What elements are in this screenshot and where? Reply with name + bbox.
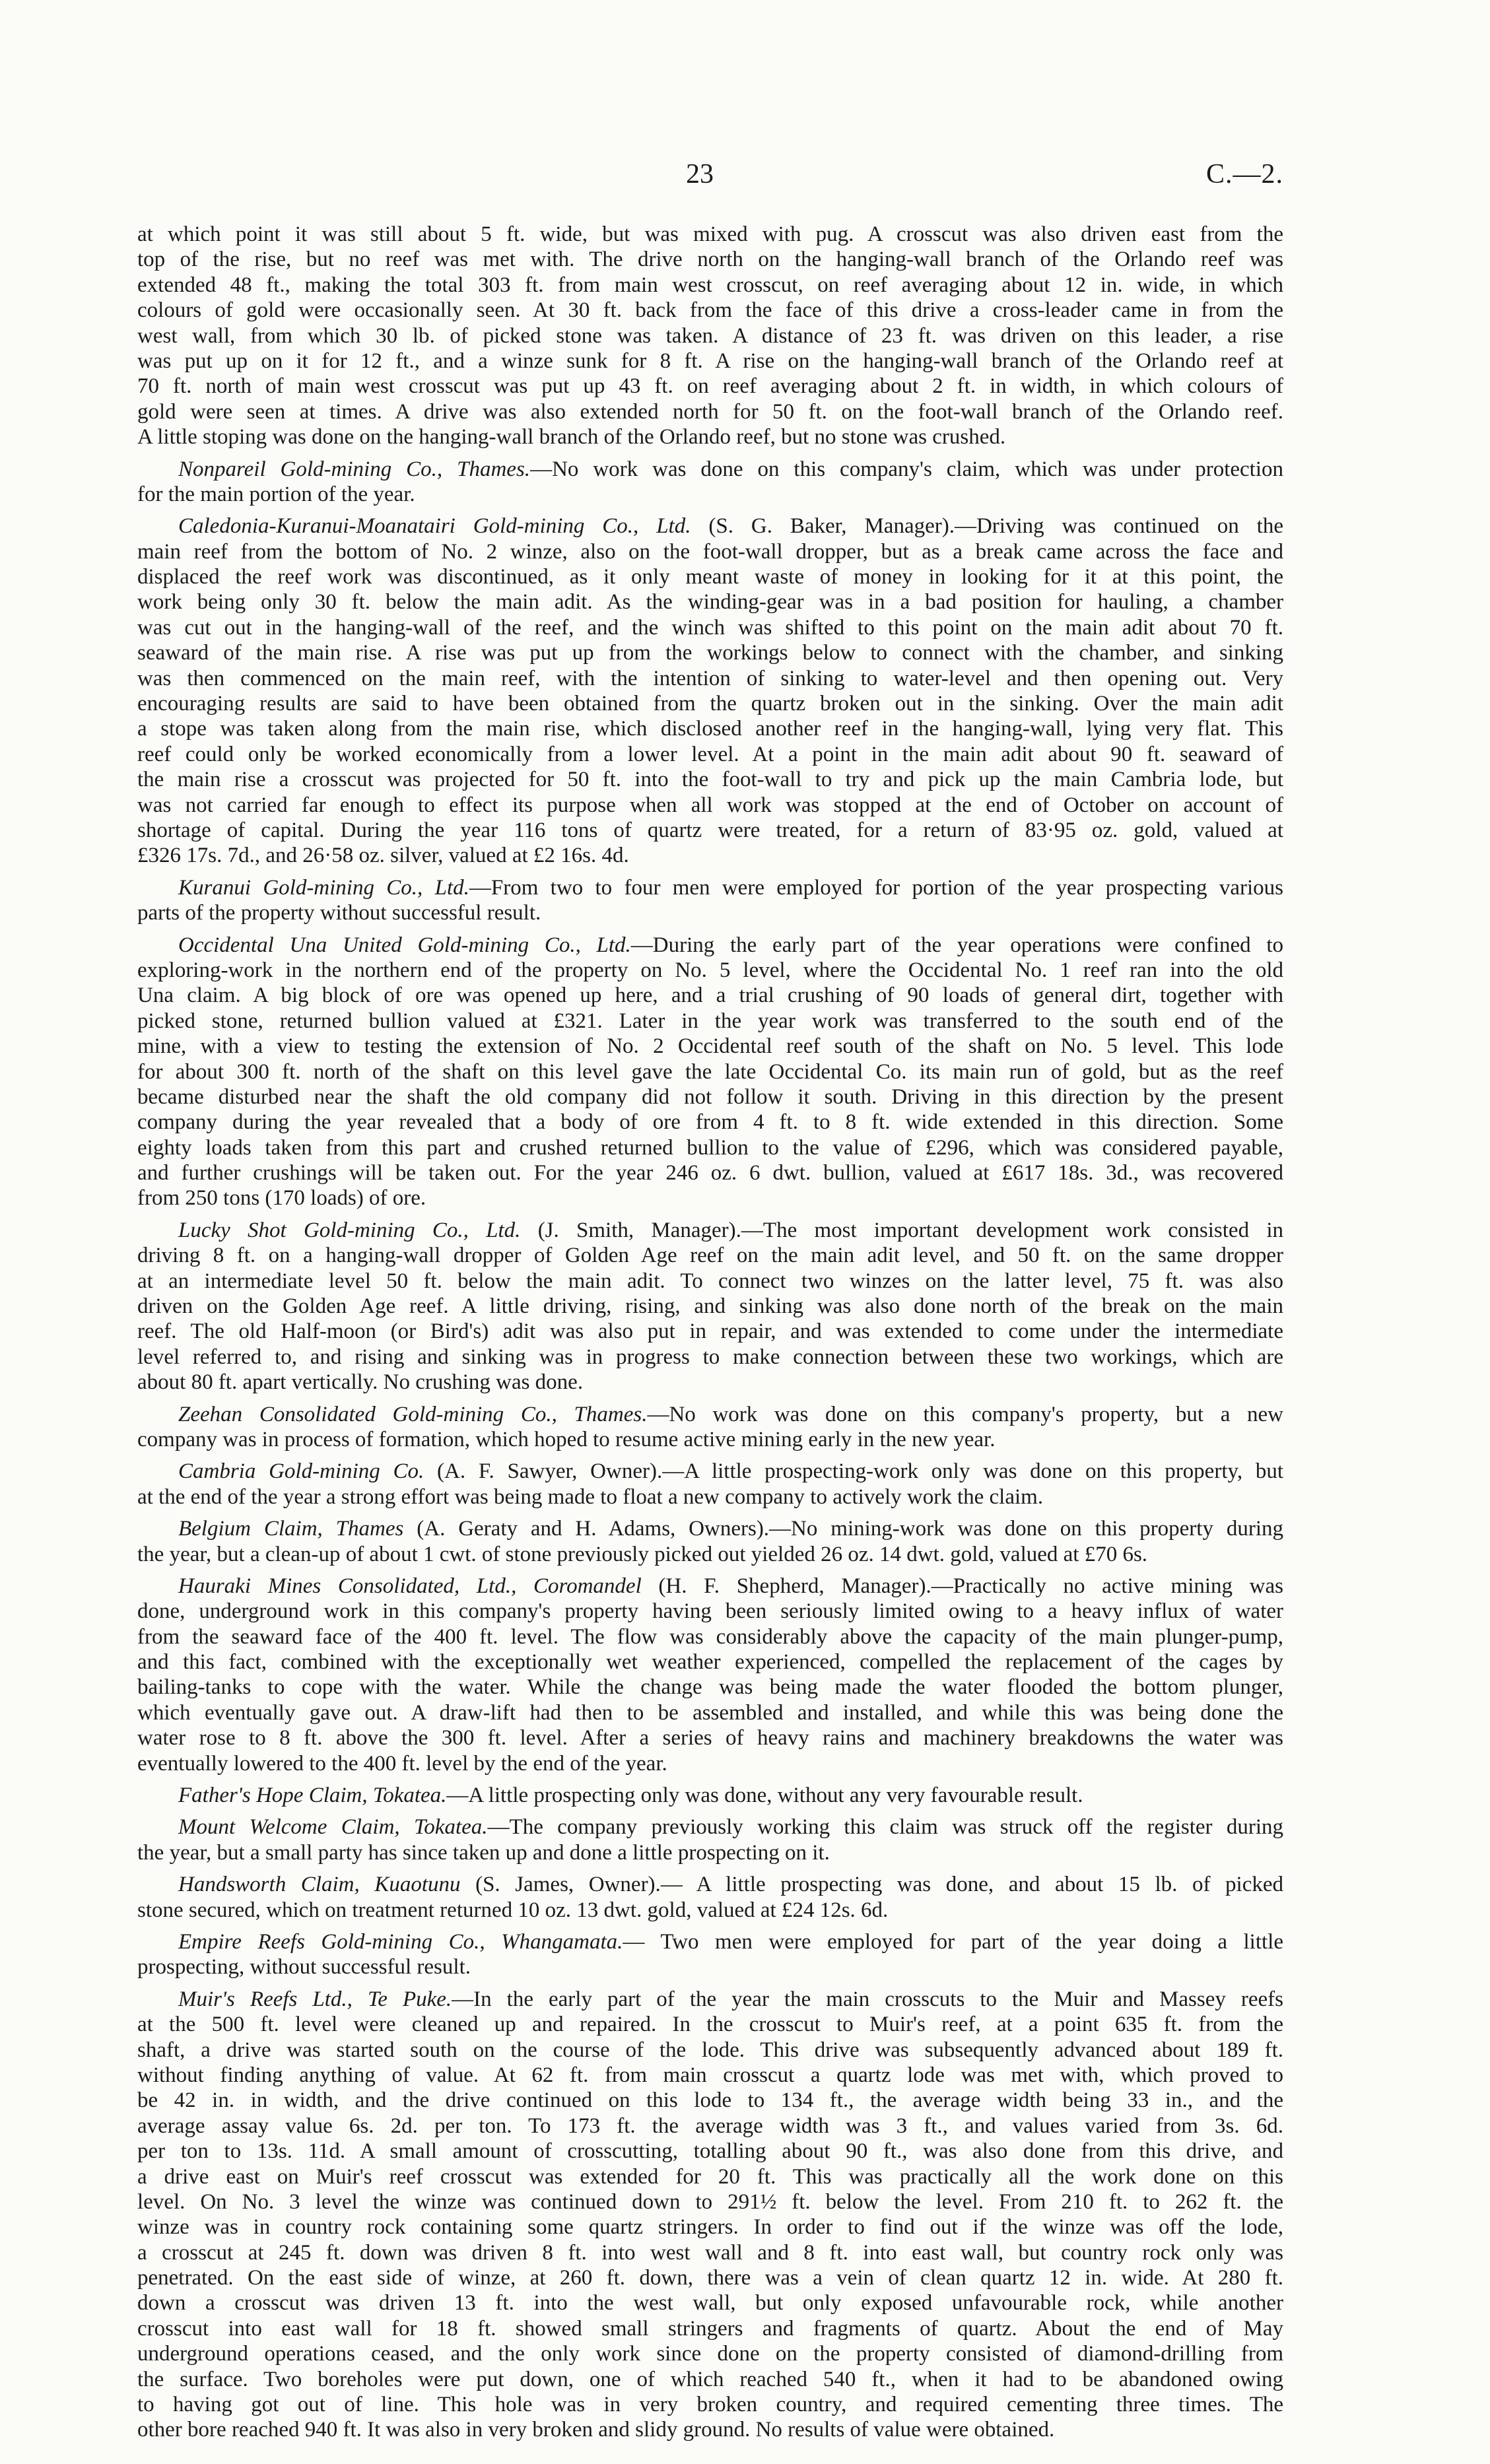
company-name: Hauraki Mines Consolidated, Ltd., Coromandel <box>178 1574 642 1598</box>
company-name: Kuranui Gold-mining Co., Ltd. <box>178 875 469 900</box>
page-body <box>137 222 1283 2443</box>
text-line: level referred to, and rising and sinking was in progress to make connection between these two workings, which are <box>137 1345 1283 1369</box>
text-line: was put up on it for 12 ft., and a winze sunk for 8 ft. A rise on the hanging-wall branch of the Orlando reef at <box>137 349 1283 373</box>
text-line: without finding anything of value. At 62 ft. from main crosscut a quartz lode was met with, which proved to <box>137 2063 1283 2087</box>
paragraph-orlando-continued <box>137 222 1283 450</box>
text-line: bailing-tanks to cope with the water. While the change was being made the water flooded the bottom plunger, <box>137 1675 1283 1700</box>
text-line: reef. The old Half-moon (or Bird's) adit was also put in repair, and was extended to come under the intermediate <box>137 1319 1283 1344</box>
page-number: 23 <box>686 159 714 189</box>
company-name: Lucky Shot Gold-mining Co., Ltd. <box>178 1218 521 1242</box>
text-line: level. On No. 3 level the winze was continued down to 291½ ft. below the level. From 210 ft. to 262 ft. the <box>137 2189 1283 2214</box>
text-line: which eventually gave out. A draw-lift had then to be assembled and installed, and while this was being done the <box>137 1700 1283 1725</box>
paragraph-first-line <box>137 514 1283 539</box>
text-line: down a crosscut was driven 13 ft. into the west wall, but only exposed unfavourable rock, while another <box>137 2291 1283 2315</box>
paragraph-lead: (A. Geraty and H. Adams, Owners).—No mining-work was done on this property during <box>403 1517 1283 1541</box>
paragraph-mount-welcome <box>137 1815 1283 1865</box>
text-line: at the 500 ft. level were cleaned up and repaired. In the crosscut to Muir's reef, at a point 635 ft. from the <box>137 2013 1283 2037</box>
text-line: reef could only be worked economically from a lower level. At a point in the main adit about 90 ft. seaward of <box>137 742 1283 766</box>
text-line: company was in process of formation, which hoped to resume active mining early in the new year. <box>137 1427 996 1451</box>
paragraph-first-line <box>137 1987 1283 2012</box>
company-name: Occidental Una United Gold-mining Co., Ltd. <box>178 933 631 957</box>
paragraph-lead: (S. G. Baker, Manager).—Driving was continued on the <box>691 514 1283 539</box>
text-line: for the main portion of the year. <box>137 482 415 506</box>
paragraph-first-line <box>137 1218 1283 1243</box>
text-line: about 80 ft. apart vertically. No crushing was done. <box>137 1370 584 1395</box>
paragraph-first-line <box>137 457 1283 482</box>
company-name: Father's Hope Claim, Tokatea. <box>178 1783 447 1808</box>
paragraph-lead: —From two to four men were employed for portion of the year prospecting various <box>469 875 1283 900</box>
text-line: done, underground work in this company's property having been seriously limited owing to a heavy influx of water <box>137 1599 1283 1624</box>
text-line: and further crushings will be taken out. For the year 246 oz. 6 dwt. bullion, valued at £617 18s. 3d., was recovered <box>137 1161 1283 1185</box>
text-line: exploring-work in the northern end of the property on No. 5 level, where the Occidental No. 1 reef ran into the old <box>137 958 1283 982</box>
text-line: encouraging results are said to have been obtained from the quartz broken out in the sinking. Over the main adit <box>137 692 1283 716</box>
paragraph-lead: —During the early part of the year operations were confined to <box>630 933 1283 957</box>
paragraph-lead: —No work was done on this company's property, but a new <box>647 1402 1283 1426</box>
text-line: average assay value 6s. 2d. per ton. To 173 ft. the average width was 3 ft., and values varied from 3s. 6d. <box>137 2114 1283 2138</box>
text-line: the year, but a clean-up of about 1 cwt. of stone previously picked out yielded 26 oz. 14 dwt. gold, valued at £70 6s. <box>137 1542 1148 1566</box>
text-line: at the end of the year a strong effort was being made to float a new company to actively work the claim. <box>137 1484 1044 1509</box>
text-line: company during the year revealed that a body of ore from 4 ft. to 8 ft. wide extended in this direction. Some <box>137 1110 1283 1135</box>
text-line: and this fact, combined with the exceptionally wet weather experienced, compelled the replacement of the cages by <box>137 1650 1283 1675</box>
text-line: main reef from the bottom of No. 2 winze, also on the foot-wall dropper, but as a break came across the face and <box>137 539 1283 564</box>
text-line: colours of gold were occasionally seen. At 30 ft. back from the face of this drive a cross-leader came in from the <box>137 298 1283 323</box>
text-line: parts of the property without successful result. <box>137 901 541 925</box>
paragraph-lead: —The company previously working this claim was struck off the register during <box>487 1815 1283 1840</box>
paragraph-first-line <box>137 1783 1283 1808</box>
company-name: Mount Welcome Claim, Tokatea. <box>178 1815 488 1840</box>
text-line: eventually lowered to the 400 ft. level by the end of the year. <box>137 1751 667 1776</box>
paragraph-first-line <box>137 1574 1283 1599</box>
text-line: became disturbed near the shaft the old company did not follow it south. Driving in this direction by the present <box>137 1084 1283 1109</box>
paragraph-occidental-una <box>137 933 1283 1211</box>
text-line: crosscut into east wall for 18 ft. showed small stringers and fragments of quartz. About the end of May <box>137 2316 1283 2341</box>
company-name: Belgium Claim, Thames <box>178 1517 404 1541</box>
text-line: A little stoping was done on the hanging-wall branch of the Orlando reef, but no stone was crushed. <box>137 425 1006 450</box>
text-line: underground operations ceased, and the only work since done on the property consisted of diamond-drilling from <box>137 2342 1283 2366</box>
company-name: Cambria Gold-mining Co. <box>178 1459 424 1484</box>
text-line: water rose to 8 ft. above the 300 ft. level. After a series of heavy rains and machinery breakdowns the water was <box>137 1726 1283 1750</box>
company-name: Empire Reefs Gold-mining Co., Whangamata. <box>178 1930 623 1954</box>
text-line: extended 48 ft., making the total 303 ft. from main west crosscut, on reef averaging about 12 in. wide, in which <box>137 273 1283 297</box>
text-line: from 250 tons (170 loads) of ore. <box>137 1186 426 1211</box>
paragraph-first-line <box>137 1872 1283 1897</box>
text-line: was not carried far enough to effect its purpose when all work was stopped at the end of October on account of <box>137 793 1283 817</box>
text-line: from the seaward face of the 400 ft. level. The flow was considerably above the capacity of the main plunger-pump, <box>137 1624 1283 1649</box>
paragraph-lead: (A. F. Sawyer, Owner).—A little prospecting-work only was done on this property, but <box>424 1459 1283 1484</box>
text-line: at which point it was still about 5 ft. wide, but was mixed with pug. A crosscut was also driven east from the <box>137 222 1283 246</box>
text-line: £326 17s. 7d., and 26·58 oz. silver, valued at £2 16s. 4d. <box>137 844 629 868</box>
paragraph-lead: — Two men were employed for part of the year doing a little <box>623 1930 1283 1954</box>
paragraph-first-line <box>137 875 1283 900</box>
paragraph-lead: —A little prospecting only was done, without any very favourable result. <box>446 1783 1083 1808</box>
text-line: driving 8 ft. on a hanging-wall dropper of Golden Age reef on the main adit level, and 50 ft. on the same dropper <box>137 1244 1283 1268</box>
company-name: Zeehan Consolidated Gold-mining Co., Thames. <box>178 1402 648 1426</box>
text-line: west wall, from which 30 lb. of picked stone was taken. A distance of 23 ft. was driven on this leader, a rise <box>137 323 1283 348</box>
paragraph-first-line <box>137 1815 1283 1840</box>
paragraph-empire-reefs <box>137 1929 1283 1980</box>
text-line: winze was in country rock containing some quartz stringers. In order to find out if the winze was off the lode, <box>137 2215 1283 2240</box>
paragraph-lead: (S. James, Owner).— A little prospecting was done, and about 15 lb. of picked <box>460 1873 1283 1897</box>
paragraph-lucky-shot <box>137 1218 1283 1395</box>
text-line: per ton to 13s. 11d. A small amount of crosscutting, totalling about 90 ft., was also done from this drive, and <box>137 2139 1283 2164</box>
text-line: other bore reached 940 ft. It was also in very broken and slidy ground. No results of value were obtained. <box>137 2418 1055 2442</box>
text-line: was cut out in the hanging-wall of the reef, and the winch was shifted to this point on the main adit about 70 ft. <box>137 615 1283 640</box>
paragraph-first-line <box>137 1516 1283 1541</box>
text-line: gold were seen at times. A drive was also extended north for 50 ft. on the foot-wall branch of the Orlando reef. <box>137 399 1283 424</box>
paragraph-nonpareil <box>137 457 1283 508</box>
text-line: mine, with a view to testing the extension of No. 2 Occidental reef south of the shaft on No. 5 level. This lode <box>137 1034 1283 1059</box>
text-line: to having got out of line. This hole was in very broken country, and required cementing three times. The <box>137 2393 1283 2417</box>
paragraph-lead: —No work was done on this company's claim, which was under protection <box>530 457 1283 481</box>
company-name: Nonpareil Gold-mining Co., Thames. <box>178 457 531 481</box>
text-line: shaft, a drive was started south on the course of the lode. This drive was subsequently advanced about 189 ft. <box>137 2038 1283 2062</box>
text-line: at an intermediate level 50 ft. below the main adit. To connect two winzes on the latter level, 75 ft. was also <box>137 1269 1283 1293</box>
paragraph-lead: (J. Smith, Manager).—The most important development work consisted in <box>520 1218 1283 1242</box>
text-line: prospecting, without successful result. <box>137 1955 471 1980</box>
text-line: for about 300 ft. north of the shaft on this level gave the late Occidental Co. its main run of gold, but as the reef <box>137 1059 1283 1084</box>
paragraph-kuranui <box>137 875 1283 926</box>
company-name: Handsworth Claim, Kuaotunu <box>178 1873 461 1897</box>
paragraph-caledonia <box>137 514 1283 868</box>
document-reference: C.—2. <box>1205 159 1283 189</box>
paragraph-lead: —In the early part of the year the main crosscuts to the Muir and Massey reefs <box>452 1987 1283 2011</box>
paragraph-cambria <box>137 1459 1283 1510</box>
paragraph-lead: (H. F. Shepherd, Manager).—Practically no active mining was <box>641 1574 1283 1598</box>
text-line: a drive east on Muir's reef crosscut was extended for 20 ft. This was practically all the work done on this <box>137 2164 1283 2189</box>
paragraph-belgium <box>137 1516 1283 1567</box>
company-name: Muir's Reefs Ltd., Te Puke. <box>178 1987 452 2011</box>
paragraph-first-line <box>137 1402 1283 1427</box>
text-line: was then commenced on the main reef, with the intention of sinking to water-level and then opening out. Very <box>137 666 1283 690</box>
text-line: driven on the Golden Age reef. A little driving, rising, and sinking was also done north of the break on the main <box>137 1294 1283 1319</box>
text-line: displaced the reef work was discontinued, as it only meant waste of money in looking for it at this point, the <box>137 565 1283 589</box>
text-line: the main rise a crosscut was projected for 50 ft. into the foot-wall to try and pick up the main Cambria lode, but <box>137 768 1283 792</box>
paragraph-first-line <box>137 1459 1283 1484</box>
text-line: work being only 30 ft. below the main adit. As the winding-gear was in a bad position for hauling, a chamber <box>137 590 1283 615</box>
text-line: the year, but a small party has since taken up and done a little prospecting on it. <box>137 1840 830 1865</box>
text-line: penetrated. On the east side of winze, at 260 ft. down, there was a vein of clean quartz 12 in. wide. At 280 ft. <box>137 2266 1283 2290</box>
paragraph-first-line <box>137 1929 1283 1954</box>
paragraph-handsworth <box>137 1872 1283 1923</box>
paragraph-first-line <box>137 933 1283 958</box>
text-line: stone secured, which on treatment returned 10 oz. 13 dwt. gold, valued at £24 12s. 6d. <box>137 1898 889 1922</box>
text-line: a crosscut at 245 ft. down was driven 8 ft. into west wall and 8 ft. into east wall, but country rock only was <box>137 2240 1283 2265</box>
text-line: picked stone, returned bullion valued at £321. Later in the year work was transferred to the south end of the <box>137 1009 1283 1033</box>
text-line: seaward of the main rise. A rise was put up from the workings below to connect with the chamber, and sinking <box>137 641 1283 665</box>
text-line: top of the rise, but no reef was met with. The drive north on the hanging-wall branch of the Orlando reef was <box>137 248 1283 272</box>
text-line: the surface. Two boreholes were put down, one of which reached 540 ft., when it had to be abandoned owing <box>137 2367 1283 2391</box>
text-line: be 42 in. in width, and the drive continued on this lode to 134 ft., the average width being 33 in., and the <box>137 2088 1283 2113</box>
paragraph-muirs-reefs <box>137 1987 1283 2443</box>
text-line: a stope was taken along from the main rise, which disclosed another reef in the hanging-wall, lying very flat. This <box>137 717 1283 741</box>
text-line: 70 ft. north of main west crosscut was put up 43 ft. on reef averaging about 2 ft. in width, in which colours of <box>137 374 1283 399</box>
paragraph-hauraki <box>137 1574 1283 1776</box>
text-line: eighty loads taken from this part and crushed returned bullion to the value of £296, which was considered payable, <box>137 1135 1283 1160</box>
paragraph-zeehan <box>137 1402 1283 1453</box>
company-name: Caledonia-Kuranui-Moanatairi Gold-mining Co., Ltd. <box>178 514 691 539</box>
text-line: Una claim. A big block of ore was opened up here, and a trial crushing of 90 loads of general dirt, together with <box>137 983 1283 1008</box>
paragraph-fathers-hope <box>137 1783 1283 1808</box>
text-line: shortage of capital. During the year 116 tons of quartz were treated, for a return of 83·95 oz. gold, valued at <box>137 818 1283 842</box>
